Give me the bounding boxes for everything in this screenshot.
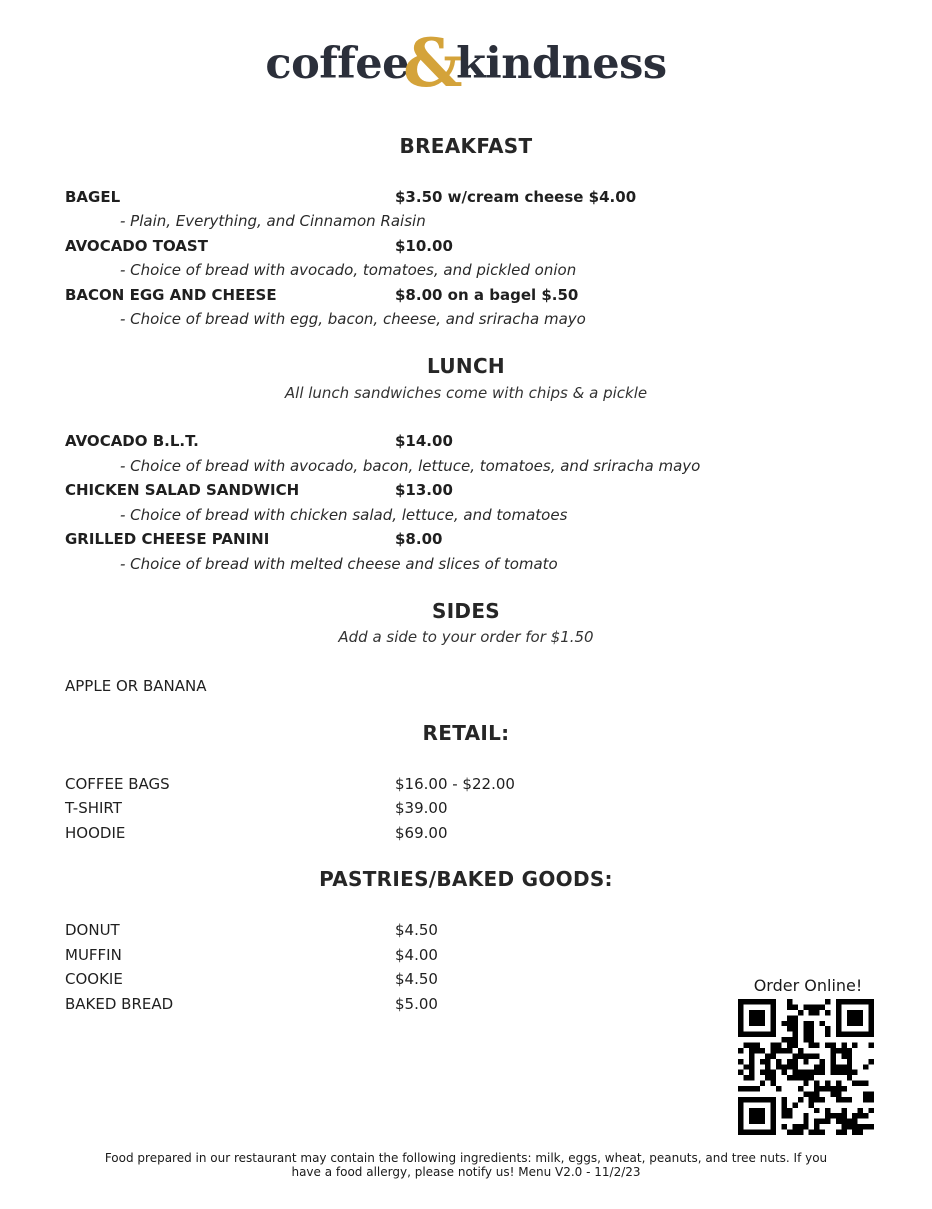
item-name: COOKIE — [65, 970, 123, 988]
logo-text-kindness: kindness — [456, 39, 667, 89]
item-price: $5.00 — [395, 995, 438, 1013]
item-name: COFFEE BAGS — [65, 775, 170, 793]
item-price: $16.00 - $22.00 — [395, 775, 515, 793]
breakfast-title: BREAKFAST — [399, 134, 533, 158]
pastries-title: PASTRIES/BAKED GOODS: — [319, 867, 613, 891]
item-name: T-SHIRT — [65, 799, 122, 817]
retail-title: RETAIL: — [422, 721, 510, 745]
item-price: $14.00 — [395, 432, 453, 450]
item-name: BACON EGG AND CHEESE — [65, 286, 277, 304]
item-name: CHICKEN SALAD SANDWICH — [65, 481, 300, 499]
sides-title: SIDES — [431, 599, 500, 623]
item-name: HOODIE — [65, 824, 126, 842]
sides-note: Add a side to your order for $1.50 — [338, 628, 594, 646]
item-name: DONUT — [65, 921, 120, 939]
item-price: $3.50 w/cream cheese $4.00 — [395, 188, 637, 206]
item-price: $4.50 — [395, 921, 438, 939]
item-description: - Choice of bread with chicken salad, lettuce, and tomatoes — [120, 506, 568, 524]
logo-text-coffee: coffee — [265, 39, 409, 89]
item-price: $69.00 — [395, 824, 448, 842]
item-name: AVOCADO TOAST — [65, 237, 208, 255]
side-item: APPLE OR BANANA — [65, 677, 207, 695]
lunch-note: All lunch sandwiches come with chips & a pickle — [284, 384, 648, 402]
qr-code-icon[interactable] — [738, 999, 878, 1135]
item-description: - Plain, Everything, and Cinnamon Raisin — [120, 212, 426, 230]
item-description: - Choice of bread with melted cheese and slices of tomato — [120, 555, 558, 573]
item-name: GRILLED CHEESE PANINI — [65, 530, 270, 548]
footer-line-2: have a food allergy, please notify us! Menu V2.0 - 11/2/23 — [291, 1165, 641, 1179]
item-price: $13.00 — [395, 481, 453, 499]
logo — [0, 24, 932, 102]
item-price: $10.00 — [395, 237, 453, 255]
item-price: $4.50 — [395, 970, 438, 988]
order-online-label: Order Online! — [753, 976, 863, 995]
item-name: AVOCADO B.L.T. — [65, 432, 199, 450]
item-price: $4.00 — [395, 946, 438, 964]
item-price: $8.00 on a bagel $.50 — [395, 286, 579, 304]
lunch-title: LUNCH — [427, 354, 505, 378]
item-name: BAGEL — [65, 188, 121, 206]
item-description: - Choice of bread with avocado, bacon, lettuce, tomatoes, and sriracha mayo — [120, 457, 701, 475]
allergy-footer — [80, 1151, 852, 1179]
footer-line-1: Food prepared in our restaurant may contain the following ingredients: milk, eggs, wheat, peanuts, and tree nuts. If you — [104, 1151, 828, 1165]
item-price: $8.00 — [395, 530, 443, 548]
logo-ampersand: & — [402, 24, 463, 102]
item-name: BAKED BREAD — [65, 995, 174, 1013]
item-price: $39.00 — [395, 799, 448, 817]
item-description: - Choice of bread with egg, bacon, cheese, and sriracha mayo — [120, 310, 586, 328]
item-name: MUFFIN — [65, 946, 122, 964]
order-online[interactable] — [738, 976, 878, 1135]
item-description: - Choice of bread with avocado, tomatoes, and pickled onion — [120, 261, 577, 279]
